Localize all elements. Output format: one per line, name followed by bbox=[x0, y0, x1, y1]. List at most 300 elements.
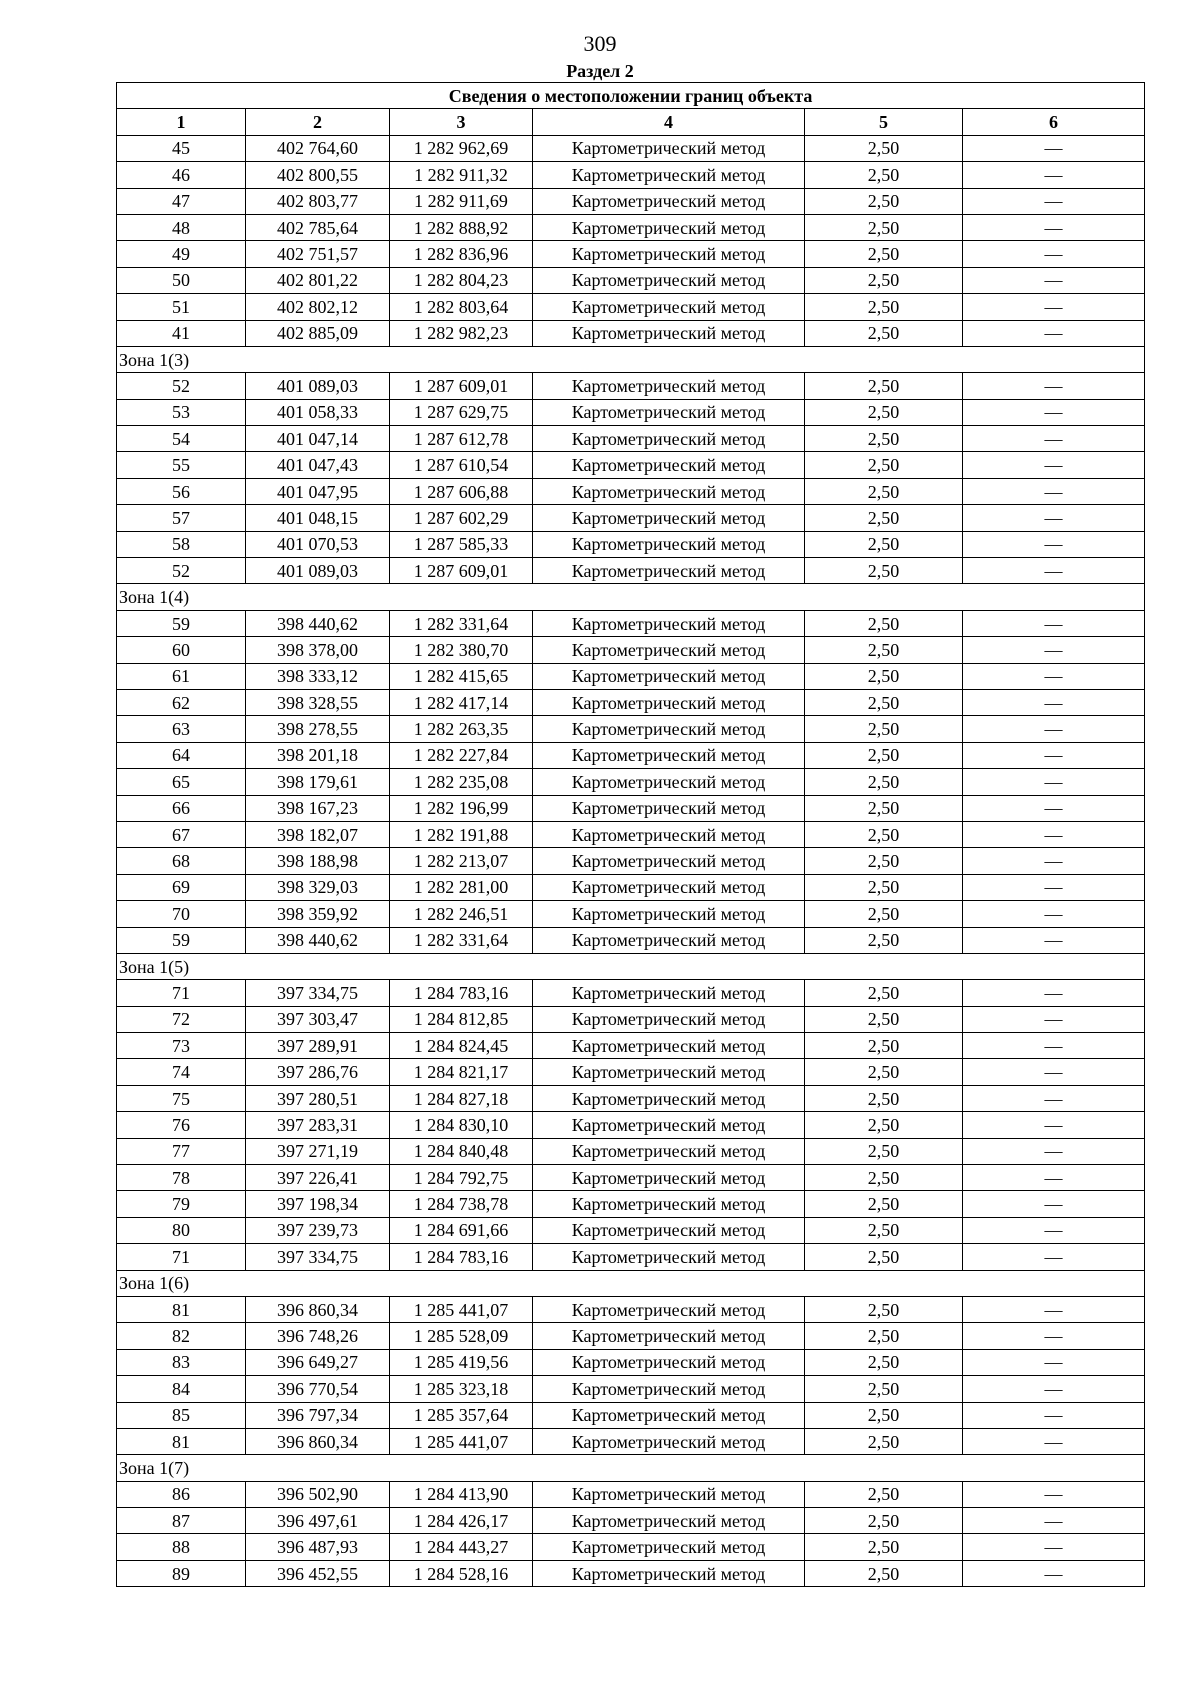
table-row bbox=[117, 1508, 1145, 1534]
method-cell: Картометрический метод bbox=[533, 320, 805, 346]
accuracy-cell: 2,50 bbox=[805, 663, 963, 689]
column-header: 6 bbox=[963, 109, 1145, 135]
description-cell: — bbox=[963, 531, 1145, 557]
y-coordinate-cell: 1 284 783,16 bbox=[390, 980, 533, 1006]
description-cell: — bbox=[963, 1428, 1145, 1454]
zone-row bbox=[117, 1455, 1145, 1481]
column-header: 1 bbox=[117, 109, 246, 135]
table-row bbox=[117, 1165, 1145, 1191]
method-cell: Картометрический метод bbox=[533, 637, 805, 663]
method-cell: Картометрический метод bbox=[533, 426, 805, 452]
y-coordinate-cell: 1 282 804,23 bbox=[390, 267, 533, 293]
table-row bbox=[117, 848, 1145, 874]
point-number-cell: 52 bbox=[117, 373, 246, 399]
accuracy-cell: 2,50 bbox=[805, 531, 963, 557]
x-coordinate-cell: 401 058,33 bbox=[246, 399, 390, 425]
x-coordinate-cell: 398 167,23 bbox=[246, 795, 390, 821]
description-cell: — bbox=[963, 901, 1145, 927]
description-cell: — bbox=[963, 1296, 1145, 1322]
point-number-cell: 71 bbox=[117, 980, 246, 1006]
accuracy-cell: 2,50 bbox=[805, 901, 963, 927]
method-cell: Картометрический метод bbox=[533, 980, 805, 1006]
description-cell: — bbox=[963, 1217, 1145, 1243]
point-number-cell: 84 bbox=[117, 1376, 246, 1402]
x-coordinate-cell: 397 334,75 bbox=[246, 980, 390, 1006]
method-cell: Картометрический метод bbox=[533, 1349, 805, 1375]
method-cell: Картометрический метод bbox=[533, 241, 805, 267]
description-cell: — bbox=[963, 558, 1145, 584]
description-cell: — bbox=[963, 874, 1145, 900]
table-row bbox=[117, 1534, 1145, 1560]
description-cell: — bbox=[963, 188, 1145, 214]
method-cell: Картометрический метод bbox=[533, 821, 805, 847]
point-number-cell: 85 bbox=[117, 1402, 246, 1428]
table-row bbox=[117, 1481, 1145, 1507]
x-coordinate-cell: 397 280,51 bbox=[246, 1085, 390, 1111]
point-number-cell: 64 bbox=[117, 742, 246, 768]
x-coordinate-cell: 396 452,55 bbox=[246, 1560, 390, 1586]
table-row bbox=[117, 1376, 1145, 1402]
x-coordinate-cell: 396 497,61 bbox=[246, 1508, 390, 1534]
method-cell: Картометрический метод bbox=[533, 1481, 805, 1507]
point-number-cell: 60 bbox=[117, 637, 246, 663]
table-row bbox=[117, 505, 1145, 531]
method-cell: Картометрический метод bbox=[533, 1112, 805, 1138]
description-cell: — bbox=[963, 505, 1145, 531]
zone-row bbox=[117, 346, 1145, 372]
description-cell: — bbox=[963, 320, 1145, 346]
x-coordinate-cell: 398 440,62 bbox=[246, 610, 390, 636]
column-header: 3 bbox=[390, 109, 533, 135]
method-cell: Картометрический метод bbox=[533, 505, 805, 531]
accuracy-cell: 2,50 bbox=[805, 1402, 963, 1428]
point-number-cell: 82 bbox=[117, 1323, 246, 1349]
y-coordinate-cell: 1 287 609,01 bbox=[390, 373, 533, 399]
x-coordinate-cell: 397 303,47 bbox=[246, 1006, 390, 1032]
point-number-cell: 62 bbox=[117, 689, 246, 715]
table-row bbox=[117, 1085, 1145, 1111]
accuracy-cell: 2,50 bbox=[805, 399, 963, 425]
x-coordinate-cell: 401 070,53 bbox=[246, 531, 390, 557]
description-cell: — bbox=[963, 452, 1145, 478]
accuracy-cell: 2,50 bbox=[805, 980, 963, 1006]
method-cell: Картометрический метод bbox=[533, 1244, 805, 1270]
y-coordinate-cell: 1 284 827,18 bbox=[390, 1085, 533, 1111]
accuracy-cell: 2,50 bbox=[805, 610, 963, 636]
point-number-cell: 46 bbox=[117, 162, 246, 188]
description-cell: — bbox=[963, 848, 1145, 874]
method-cell: Картометрический метод bbox=[533, 795, 805, 821]
y-coordinate-cell: 1 282 331,64 bbox=[390, 927, 533, 953]
table-row bbox=[117, 1112, 1145, 1138]
table-row bbox=[117, 294, 1145, 320]
y-coordinate-cell: 1 284 812,85 bbox=[390, 1006, 533, 1032]
table-row bbox=[117, 901, 1145, 927]
method-cell: Картометрический метод bbox=[533, 901, 805, 927]
method-cell: Картометрический метод bbox=[533, 927, 805, 953]
x-coordinate-cell: 401 047,14 bbox=[246, 426, 390, 452]
zone-row bbox=[117, 584, 1145, 610]
table-row bbox=[117, 188, 1145, 214]
y-coordinate-cell: 1 284 824,45 bbox=[390, 1033, 533, 1059]
point-number-cell: 77 bbox=[117, 1138, 246, 1164]
accuracy-cell: 2,50 bbox=[805, 1244, 963, 1270]
point-number-cell: 59 bbox=[117, 610, 246, 636]
x-coordinate-cell: 398 179,61 bbox=[246, 769, 390, 795]
method-cell: Картометрический метод bbox=[533, 663, 805, 689]
accuracy-cell: 2,50 bbox=[805, 1560, 963, 1586]
table-row bbox=[117, 1428, 1145, 1454]
point-number-cell: 81 bbox=[117, 1428, 246, 1454]
description-cell: — bbox=[963, 1191, 1145, 1217]
description-cell: — bbox=[963, 663, 1145, 689]
accuracy-cell: 2,50 bbox=[805, 426, 963, 452]
point-number-cell: 52 bbox=[117, 558, 246, 584]
y-coordinate-cell: 1 284 783,16 bbox=[390, 1244, 533, 1270]
table-row bbox=[117, 769, 1145, 795]
x-coordinate-cell: 402 751,57 bbox=[246, 241, 390, 267]
description-cell: — bbox=[963, 1244, 1145, 1270]
point-number-cell: 70 bbox=[117, 901, 246, 927]
table-row bbox=[117, 478, 1145, 504]
point-number-cell: 66 bbox=[117, 795, 246, 821]
method-cell: Картометрический метод bbox=[533, 1428, 805, 1454]
y-coordinate-cell: 1 282 196,99 bbox=[390, 795, 533, 821]
point-number-cell: 61 bbox=[117, 663, 246, 689]
accuracy-cell: 2,50 bbox=[805, 821, 963, 847]
description-cell: — bbox=[963, 1349, 1145, 1375]
description-cell: — bbox=[963, 637, 1145, 663]
x-coordinate-cell: 398 359,92 bbox=[246, 901, 390, 927]
point-number-cell: 67 bbox=[117, 821, 246, 847]
description-cell: — bbox=[963, 716, 1145, 742]
table-caption: Сведения о местоположении границ объекта bbox=[117, 83, 1145, 109]
description-cell: — bbox=[963, 214, 1145, 240]
method-cell: Картометрический метод bbox=[533, 1217, 805, 1243]
description-cell: — bbox=[963, 478, 1145, 504]
description-cell: — bbox=[963, 294, 1145, 320]
y-coordinate-cell: 1 287 602,29 bbox=[390, 505, 533, 531]
table-body bbox=[117, 135, 1145, 1586]
y-coordinate-cell: 1 282 213,07 bbox=[390, 848, 533, 874]
y-coordinate-cell: 1 285 419,56 bbox=[390, 1349, 533, 1375]
table-row bbox=[117, 1006, 1145, 1032]
table-row bbox=[117, 1296, 1145, 1322]
y-coordinate-cell: 1 287 610,54 bbox=[390, 452, 533, 478]
column-header: 5 bbox=[805, 109, 963, 135]
x-coordinate-cell: 396 748,26 bbox=[246, 1323, 390, 1349]
y-coordinate-cell: 1 285 323,18 bbox=[390, 1376, 533, 1402]
method-cell: Картометрический метод bbox=[533, 1296, 805, 1322]
point-number-cell: 59 bbox=[117, 927, 246, 953]
accuracy-cell: 2,50 bbox=[805, 162, 963, 188]
y-coordinate-cell: 1 287 629,75 bbox=[390, 399, 533, 425]
point-number-cell: 78 bbox=[117, 1165, 246, 1191]
accuracy-cell: 2,50 bbox=[805, 637, 963, 663]
x-coordinate-cell: 396 860,34 bbox=[246, 1296, 390, 1322]
x-coordinate-cell: 402 885,09 bbox=[246, 320, 390, 346]
section-title: Раздел 2 bbox=[566, 61, 634, 81]
y-coordinate-cell: 1 284 738,78 bbox=[390, 1191, 533, 1217]
y-coordinate-cell: 1 284 830,10 bbox=[390, 1112, 533, 1138]
accuracy-cell: 2,50 bbox=[805, 294, 963, 320]
method-cell: Картометрический метод bbox=[533, 162, 805, 188]
x-coordinate-cell: 402 785,64 bbox=[246, 214, 390, 240]
accuracy-cell: 2,50 bbox=[805, 1085, 963, 1111]
table-row bbox=[117, 558, 1145, 584]
method-cell: Картометрический метод bbox=[533, 610, 805, 636]
description-cell: — bbox=[963, 1508, 1145, 1534]
x-coordinate-cell: 397 289,91 bbox=[246, 1033, 390, 1059]
point-number-cell: 63 bbox=[117, 716, 246, 742]
x-coordinate-cell: 397 334,75 bbox=[246, 1244, 390, 1270]
table-row bbox=[117, 1560, 1145, 1586]
accuracy-cell: 2,50 bbox=[805, 1481, 963, 1507]
description-cell: — bbox=[963, 1059, 1145, 1085]
description-cell: — bbox=[963, 1323, 1145, 1349]
point-number-cell: 79 bbox=[117, 1191, 246, 1217]
y-coordinate-cell: 1 282 803,64 bbox=[390, 294, 533, 320]
accuracy-cell: 2,50 bbox=[805, 241, 963, 267]
y-coordinate-cell: 1 287 585,33 bbox=[390, 531, 533, 557]
y-coordinate-cell: 1 282 246,51 bbox=[390, 901, 533, 927]
description-cell: — bbox=[963, 1165, 1145, 1191]
table-row bbox=[117, 821, 1145, 847]
accuracy-cell: 2,50 bbox=[805, 1217, 963, 1243]
x-coordinate-cell: 397 239,73 bbox=[246, 1217, 390, 1243]
method-cell: Картометрический метод bbox=[533, 267, 805, 293]
y-coordinate-cell: 1 284 443,27 bbox=[390, 1534, 533, 1560]
method-cell: Картометрический метод bbox=[533, 769, 805, 795]
description-cell: — bbox=[963, 1481, 1145, 1507]
description-cell: — bbox=[963, 689, 1145, 715]
description-cell: — bbox=[963, 769, 1145, 795]
method-cell: Картометрический метод bbox=[533, 1059, 805, 1085]
y-coordinate-cell: 1 282 281,00 bbox=[390, 874, 533, 900]
accuracy-cell: 2,50 bbox=[805, 1191, 963, 1217]
description-cell: — bbox=[963, 267, 1145, 293]
method-cell: Картометрический метод bbox=[533, 373, 805, 399]
point-number-cell: 74 bbox=[117, 1059, 246, 1085]
table-row bbox=[117, 1402, 1145, 1428]
table-row bbox=[117, 927, 1145, 953]
point-number-cell: 54 bbox=[117, 426, 246, 452]
method-cell: Картометрический метод bbox=[533, 874, 805, 900]
accuracy-cell: 2,50 bbox=[805, 452, 963, 478]
method-cell: Картометрический метод bbox=[533, 1560, 805, 1586]
table-row bbox=[117, 1244, 1145, 1270]
accuracy-cell: 2,50 bbox=[805, 558, 963, 584]
point-number-cell: 41 bbox=[117, 320, 246, 346]
point-number-cell: 86 bbox=[117, 1481, 246, 1507]
point-number-cell: 69 bbox=[117, 874, 246, 900]
accuracy-cell: 2,50 bbox=[805, 927, 963, 953]
description-cell: — bbox=[963, 1376, 1145, 1402]
point-number-cell: 68 bbox=[117, 848, 246, 874]
x-coordinate-cell: 398 188,98 bbox=[246, 848, 390, 874]
point-number-cell: 56 bbox=[117, 478, 246, 504]
point-number-cell: 45 bbox=[117, 135, 246, 161]
accuracy-cell: 2,50 bbox=[805, 769, 963, 795]
accuracy-cell: 2,50 bbox=[805, 795, 963, 821]
x-coordinate-cell: 397 226,41 bbox=[246, 1165, 390, 1191]
y-coordinate-cell: 1 282 888,92 bbox=[390, 214, 533, 240]
method-cell: Картометрический метод bbox=[533, 716, 805, 742]
y-coordinate-cell: 1 284 792,75 bbox=[390, 1165, 533, 1191]
accuracy-cell: 2,50 bbox=[805, 1296, 963, 1322]
table-row bbox=[117, 663, 1145, 689]
method-cell: Картометрический метод bbox=[533, 1508, 805, 1534]
y-coordinate-cell: 1 282 836,96 bbox=[390, 241, 533, 267]
point-number-cell: 81 bbox=[117, 1296, 246, 1322]
x-coordinate-cell: 397 271,19 bbox=[246, 1138, 390, 1164]
description-cell: — bbox=[963, 795, 1145, 821]
table-row bbox=[117, 637, 1145, 663]
y-coordinate-cell: 1 287 609,01 bbox=[390, 558, 533, 584]
table-row bbox=[117, 716, 1145, 742]
method-cell: Картометрический метод bbox=[533, 1165, 805, 1191]
x-coordinate-cell: 402 801,22 bbox=[246, 267, 390, 293]
y-coordinate-cell: 1 282 263,35 bbox=[390, 716, 533, 742]
table-row bbox=[117, 980, 1145, 1006]
accuracy-cell: 2,50 bbox=[805, 1165, 963, 1191]
method-cell: Картометрический метод bbox=[533, 558, 805, 584]
zone-label: Зона 1(5) bbox=[117, 953, 1145, 979]
method-cell: Картометрический метод bbox=[533, 214, 805, 240]
point-number-cell: 83 bbox=[117, 1349, 246, 1375]
x-coordinate-cell: 402 800,55 bbox=[246, 162, 390, 188]
description-cell: — bbox=[963, 821, 1145, 847]
description-cell: — bbox=[963, 1402, 1145, 1428]
description-cell: — bbox=[963, 162, 1145, 188]
accuracy-cell: 2,50 bbox=[805, 716, 963, 742]
table-row bbox=[117, 162, 1145, 188]
point-number-cell: 57 bbox=[117, 505, 246, 531]
y-coordinate-cell: 1 284 691,66 bbox=[390, 1217, 533, 1243]
accuracy-cell: 2,50 bbox=[805, 1138, 963, 1164]
table-row bbox=[117, 1349, 1145, 1375]
table-row bbox=[117, 795, 1145, 821]
point-number-cell: 72 bbox=[117, 1006, 246, 1032]
column-header: 2 bbox=[246, 109, 390, 135]
description-cell: — bbox=[963, 373, 1145, 399]
y-coordinate-cell: 1 282 227,84 bbox=[390, 742, 533, 768]
y-coordinate-cell: 1 284 528,16 bbox=[390, 1560, 533, 1586]
y-coordinate-cell: 1 282 911,32 bbox=[390, 162, 533, 188]
zone-label: Зона 1(3) bbox=[117, 346, 1145, 372]
x-coordinate-cell: 398 378,00 bbox=[246, 637, 390, 663]
accuracy-cell: 2,50 bbox=[805, 1376, 963, 1402]
x-coordinate-cell: 397 198,34 bbox=[246, 1191, 390, 1217]
description-cell: — bbox=[963, 1085, 1145, 1111]
x-coordinate-cell: 396 502,90 bbox=[246, 1481, 390, 1507]
x-coordinate-cell: 402 764,60 bbox=[246, 135, 390, 161]
point-number-cell: 65 bbox=[117, 769, 246, 795]
table-row bbox=[117, 214, 1145, 240]
point-number-cell: 50 bbox=[117, 267, 246, 293]
x-coordinate-cell: 396 487,93 bbox=[246, 1534, 390, 1560]
x-coordinate-cell: 396 860,34 bbox=[246, 1428, 390, 1454]
accuracy-cell: 2,50 bbox=[805, 267, 963, 293]
accuracy-cell: 2,50 bbox=[805, 188, 963, 214]
accuracy-cell: 2,50 bbox=[805, 1323, 963, 1349]
method-cell: Картометрический метод bbox=[533, 1033, 805, 1059]
table-row bbox=[117, 1138, 1145, 1164]
x-coordinate-cell: 402 802,12 bbox=[246, 294, 390, 320]
x-coordinate-cell: 397 283,31 bbox=[246, 1112, 390, 1138]
y-coordinate-cell: 1 282 415,65 bbox=[390, 663, 533, 689]
method-cell: Картометрический метод bbox=[533, 1376, 805, 1402]
method-cell: Картометрический метод bbox=[533, 478, 805, 504]
x-coordinate-cell: 401 048,15 bbox=[246, 505, 390, 531]
y-coordinate-cell: 1 285 528,09 bbox=[390, 1323, 533, 1349]
table-row bbox=[117, 1059, 1145, 1085]
y-coordinate-cell: 1 282 982,23 bbox=[390, 320, 533, 346]
y-coordinate-cell: 1 282 417,14 bbox=[390, 689, 533, 715]
accuracy-cell: 2,50 bbox=[805, 373, 963, 399]
accuracy-cell: 2,50 bbox=[805, 1428, 963, 1454]
description-cell: — bbox=[963, 1112, 1145, 1138]
x-coordinate-cell: 402 803,77 bbox=[246, 188, 390, 214]
x-coordinate-cell: 396 797,34 bbox=[246, 1402, 390, 1428]
method-cell: Картометрический метод bbox=[533, 452, 805, 478]
point-number-cell: 49 bbox=[117, 241, 246, 267]
y-coordinate-cell: 1 282 235,08 bbox=[390, 769, 533, 795]
table-row bbox=[117, 874, 1145, 900]
description-cell: — bbox=[963, 241, 1145, 267]
table-row bbox=[117, 531, 1145, 557]
method-cell: Картометрический метод bbox=[533, 399, 805, 425]
point-number-cell: 71 bbox=[117, 1244, 246, 1270]
x-coordinate-cell: 398 182,07 bbox=[246, 821, 390, 847]
y-coordinate-cell: 1 284 413,90 bbox=[390, 1481, 533, 1507]
table-row bbox=[117, 610, 1145, 636]
accuracy-cell: 2,50 bbox=[805, 505, 963, 531]
method-cell: Картометрический метод bbox=[533, 135, 805, 161]
column-header: 4 bbox=[533, 109, 805, 135]
boundary-coordinates-table bbox=[116, 82, 1145, 1587]
x-coordinate-cell: 398 333,12 bbox=[246, 663, 390, 689]
point-number-cell: 47 bbox=[117, 188, 246, 214]
description-cell: — bbox=[963, 1138, 1145, 1164]
accuracy-cell: 2,50 bbox=[805, 848, 963, 874]
x-coordinate-cell: 398 201,18 bbox=[246, 742, 390, 768]
point-number-cell: 80 bbox=[117, 1217, 246, 1243]
point-number-cell: 87 bbox=[117, 1508, 246, 1534]
method-cell: Картометрический метод bbox=[533, 1006, 805, 1032]
y-coordinate-cell: 1 285 357,64 bbox=[390, 1402, 533, 1428]
table-row bbox=[117, 1033, 1145, 1059]
y-coordinate-cell: 1 285 441,07 bbox=[390, 1296, 533, 1322]
accuracy-cell: 2,50 bbox=[805, 478, 963, 504]
page-number: 309 bbox=[583, 31, 617, 56]
description-cell: — bbox=[963, 610, 1145, 636]
y-coordinate-cell: 1 282 331,64 bbox=[390, 610, 533, 636]
accuracy-cell: 2,50 bbox=[805, 1033, 963, 1059]
accuracy-cell: 2,50 bbox=[805, 1112, 963, 1138]
description-cell: — bbox=[963, 399, 1145, 425]
table-row bbox=[117, 135, 1145, 161]
y-coordinate-cell: 1 284 840,48 bbox=[390, 1138, 533, 1164]
method-cell: Картометрический метод bbox=[533, 1323, 805, 1349]
x-coordinate-cell: 398 328,55 bbox=[246, 689, 390, 715]
table-caption-row bbox=[117, 83, 1145, 109]
x-coordinate-cell: 401 047,95 bbox=[246, 478, 390, 504]
accuracy-cell: 2,50 bbox=[805, 135, 963, 161]
zone-label: Зона 1(6) bbox=[117, 1270, 1145, 1296]
y-coordinate-cell: 1 282 911,69 bbox=[390, 188, 533, 214]
point-number-cell: 89 bbox=[117, 1560, 246, 1586]
